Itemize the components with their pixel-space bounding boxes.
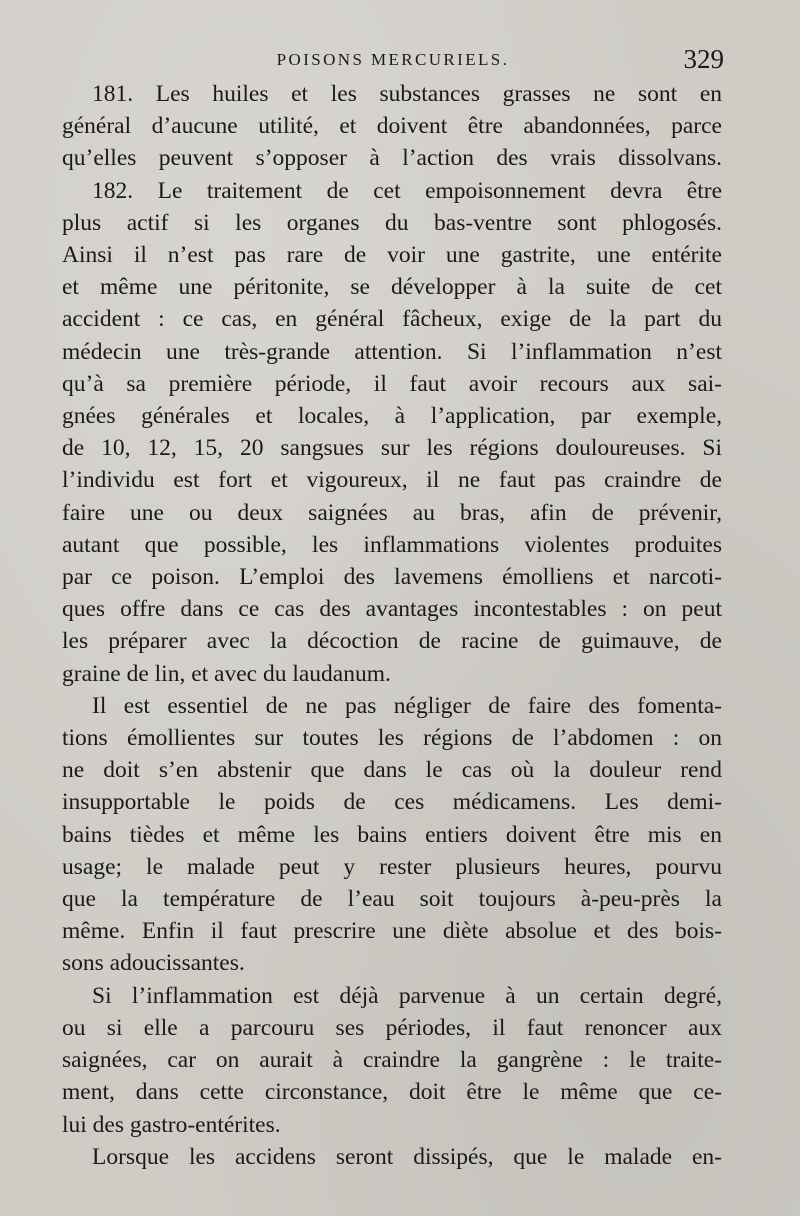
page-number: 329	[683, 44, 724, 74]
text-line: sons adoucissantes.	[62, 950, 245, 977]
text-line: de 10, 12, 15, 20 sangsues sur les régions douloureuses. Si	[62, 435, 722, 462]
text-line: par ce poison. L’emploi des lavemens émolliens et narcoti-	[62, 564, 722, 591]
running-head	[62, 44, 724, 74]
paragraph-182	[62, 175, 722, 690]
text-line: faire une ou deux saignées au bras, afin de prévenir,	[62, 499, 722, 526]
text-line: Lorsque les accidens seront dissipés, que le malade en-	[92, 1143, 722, 1170]
text-line: les préparer avec la décoction de racine de guimauve, de	[62, 628, 722, 655]
text-line: usage; le malade peut y rester plusieurs heures, pourvu	[62, 853, 722, 880]
paragraph-lorsque	[62, 1141, 722, 1173]
body-text	[62, 78, 722, 1173]
text-line: 181. Les huiles et les substances grasses ne sont en	[92, 81, 722, 107]
text-line: bains tièdes et même les bains entiers doivent être mis en	[62, 821, 722, 848]
text-line: ou si elle a parcouru ses périodes, il faut renoncer aux	[62, 1014, 722, 1041]
text-line: ment, dans cette circonstance, doit être le même que ce-	[62, 1079, 722, 1106]
text-line: autant que possible, les inflammations violentes produites	[62, 531, 722, 558]
text-line: 182. Le traitement de cet empoisonnement devra être	[92, 177, 722, 204]
text-line: Si l’inflammation est déjà parvenue à un certain degré,	[92, 982, 722, 1009]
text-line: même. Enfin il faut prescrire une diète absolue et des bois-	[62, 918, 722, 945]
text-line: Ainsi il n’est pas rare de voir une gastrite, une entérite	[62, 242, 722, 269]
text-line: médecin une très-grande attention. Si l’inflammation n’est	[62, 338, 722, 365]
text-line: que la température de l’eau soit toujours à-peu-près la	[62, 886, 722, 913]
paragraph-fomentations	[62, 690, 722, 980]
paragraph-181	[62, 78, 722, 175]
text-line: général d’aucune utilité, et doivent être abandonnées, parce	[62, 113, 722, 140]
text-line: et même une péritonite, se développer à la suite de cet	[62, 274, 722, 301]
running-title: POISONS MERCURIELS.	[276, 50, 510, 69]
text-line: graine de lin, et avec du laudanum.	[62, 660, 391, 687]
paragraph-inflammation	[62, 980, 722, 1141]
text-line: lui des gastro-entérites.	[62, 1111, 281, 1138]
text-line: ques offre dans ce cas des avantages incontestables : on peut	[62, 596, 722, 623]
text-line: qu’à sa première période, il faut avoir recours aux sai-	[62, 370, 722, 397]
text-line: tions émollientes sur toutes les régions de l’abdomen : on	[62, 725, 722, 752]
text-line: ne doit s’en abstenir que dans le cas où la douleur rend	[62, 757, 722, 784]
text-line: plus actif si les organes du bas-ventre sont phlogosés.	[62, 209, 722, 236]
text-line: gnées générales et locales, à l’application, par exemple,	[62, 403, 722, 430]
text-line: accident : ce cas, en général fâcheux, exige de la part du	[62, 306, 722, 333]
text-line: qu’elles peuvent s’opposer à l’action des vrais dissolvans.	[62, 145, 722, 172]
text-line: saignées, car on aurait à craindre la gangrène : le traite-	[62, 1047, 722, 1074]
text-line: Il est essentiel de ne pas négliger de faire des fomenta-	[92, 692, 722, 719]
text-line: l’individu est fort et vigoureux, il ne faut pas craindre de	[62, 467, 722, 494]
text-line: insupportable le poids de ces médicamens. Les demi-	[62, 789, 722, 816]
